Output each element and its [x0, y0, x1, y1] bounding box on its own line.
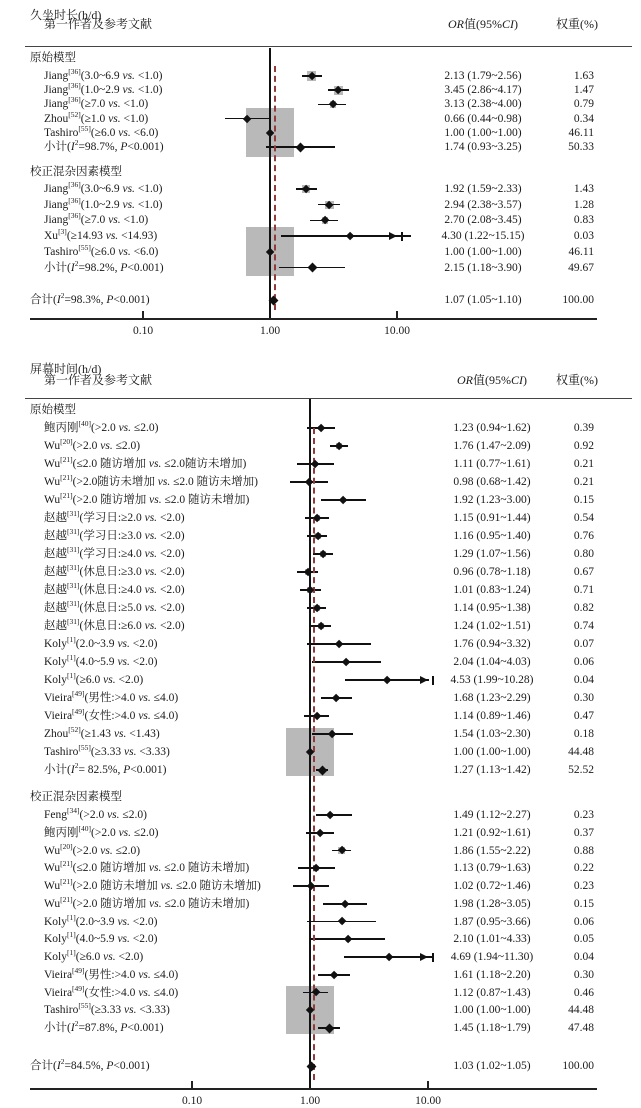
row-label: Feng[34](>2.0 vs. ≤2.0) — [44, 806, 147, 821]
row-label: Koly[1](4.0~5.9 vs. <2.0) — [44, 653, 158, 668]
weight-value: 49.67 — [568, 261, 594, 274]
effect-diamond — [338, 917, 347, 926]
row-label: Koly[1](2.0~3.9 vs. <2.0) — [44, 912, 158, 928]
or-value: 1.15 (0.91~1.44) — [453, 512, 531, 524]
weight-value: 0.22 — [573, 862, 594, 875]
or-value: 1.14 (0.95~1.38) — [453, 602, 531, 614]
row-label: Tashiro[55](≥3.33 vs. <3.33) — [44, 743, 170, 758]
weight-value: 46.11 — [568, 245, 594, 258]
weight-value: 1.47 — [573, 84, 594, 97]
or-value: 1.54 (1.03~2.30) — [453, 728, 531, 740]
x-axis-tick-label: 0.10 — [132, 325, 154, 337]
or-value: 1.49 (1.12~2.27) — [453, 809, 531, 821]
effect-diamond — [383, 676, 392, 685]
or-value: 2.94 (2.38~3.57) — [444, 198, 522, 211]
or-value: 4.30 (1.22~15.15) — [441, 230, 525, 243]
weight-col-header: 权重(%) — [556, 17, 598, 31]
or-value: 1.74 (0.93~3.25) — [444, 141, 522, 153]
x-axis-tick-label: 1.00 — [299, 1095, 321, 1107]
or-value: 2.15 (1.18~3.90) — [444, 261, 522, 274]
or-value: 3.13 (2.38~4.00) — [444, 98, 522, 111]
or-value: 1.92 (1.59~2.33) — [444, 183, 522, 195]
row-label: 赵越[31](学习日:≥4.0 vs. <2.0) — [44, 545, 185, 560]
or-value: 1.92 (1.23~3.00) — [453, 494, 531, 506]
row-label: Koly[1](≥6.0 vs. <2.0) — [44, 671, 144, 686]
or-col-header: OR值(95%CI) — [448, 17, 518, 31]
row-label: Jiang[36](≥7.0 vs. <1.0) — [44, 211, 149, 227]
row-label: 小计($I^2= 82.5\%$, P<0.001) — [44, 761, 167, 776]
x-axis-tick-label: 10.00 — [384, 325, 410, 337]
row-label: 赵越[31](休息日:≥3.0 vs. <2.0) — [44, 563, 185, 578]
weight-value: 0.21 — [573, 476, 594, 488]
weight-value: 0.39 — [573, 422, 594, 434]
weight-value: 100.00 — [562, 1060, 594, 1072]
row-label: Vieira[49](女性:>4.0 vs. ≤4.0) — [44, 983, 179, 999]
weight-value: 0.74 — [573, 620, 594, 632]
weight-value: 0.71 — [573, 584, 594, 596]
weight-value: 0.23 — [573, 880, 594, 892]
row-label: 赵越[31](休息日:≥5.0 vs. <2.0) — [44, 599, 185, 614]
weight-value: 1.63 — [573, 70, 594, 82]
overall-estimate-dashed-line — [313, 428, 315, 1080]
or-value: 1.76 (1.47~2.09) — [453, 440, 531, 452]
weight-value: 0.79 — [573, 98, 594, 111]
x-axis-tick-label: 10.00 — [415, 1095, 441, 1107]
row-label: Zhou[52](≥1.43 vs. <1.43) — [44, 725, 160, 740]
weight-value: 47.48 — [568, 1022, 594, 1034]
row-label: 赵越[31](学习日:≥2.0 vs. <2.0) — [44, 509, 185, 524]
or-value: 0.96 (0.78~1.18) — [453, 566, 531, 578]
weight-value: 46.11 — [568, 126, 594, 139]
weight-value: 0.06 — [573, 915, 594, 928]
weight-value: 0.37 — [573, 826, 594, 839]
or-value: 1.86 (1.55~2.22) — [453, 844, 531, 857]
row-label: Vieira[49](男性:>4.0 vs. ≤4.0) — [44, 689, 179, 704]
ci-clip-cap — [401, 232, 403, 241]
header-separator-line — [25, 398, 632, 399]
null-effect-line — [309, 399, 311, 1088]
row-label: Koly[1](4.0~5.9 vs. <2.0) — [44, 930, 158, 946]
weight-value: 44.48 — [568, 746, 594, 758]
or-value: 2.10 (1.01~4.33) — [453, 933, 531, 946]
ci-clip-cap — [432, 953, 434, 962]
or-value: 1.07 (1.05~1.10) — [444, 294, 522, 306]
or-value: 4.69 (1.94~11.30) — [450, 951, 534, 963]
row-label: 合计($I^2=98.3\%$, P<0.001) — [30, 291, 150, 306]
effect-diamond — [339, 496, 348, 505]
weight-value: 0.07 — [573, 638, 594, 650]
or-value: 1.21 (0.92~1.61) — [453, 826, 531, 839]
weight-value: 0.23 — [573, 809, 594, 821]
row-label: 赵越[31](学习日:≥3.0 vs. <2.0) — [44, 527, 185, 542]
weight-value: 50.33 — [568, 141, 594, 153]
or-value: 1.98 (1.28~3.05) — [453, 897, 531, 910]
weight-value: 100.00 — [562, 294, 594, 306]
weight-col-header: 权重(%) — [556, 373, 598, 387]
effect-diamond — [330, 970, 339, 979]
row-label: Jiang[36](≥7.0 vs. <1.0) — [44, 95, 149, 111]
row-label: Koly[1](≥6.0 vs. <2.0) — [44, 948, 144, 963]
weight-value: 0.34 — [573, 112, 594, 125]
row-label: Wu[21](>2.0 随访未增加 vs. ≤2.0 随访未增加) — [44, 877, 261, 892]
effect-diamond — [344, 935, 353, 944]
row-label: 鲍丙刚[40](>2.0 vs. ≤2.0) — [44, 823, 159, 839]
x-axis-tick — [427, 1081, 429, 1088]
weight-value: 0.76 — [573, 530, 594, 542]
weight-value: 0.47 — [573, 710, 594, 722]
or-value: 1.01 (0.83~1.24) — [453, 584, 531, 596]
row-label: 赵越[31](休息日:≥4.0 vs. <2.0) — [44, 581, 185, 596]
row-label: Jiang[36](1.0~2.9 vs. <1.0) — [44, 81, 163, 97]
section-label: 校正混杂因素模型 — [30, 166, 122, 178]
weight-value: 0.18 — [573, 728, 594, 740]
row-label: Zhou[52](≥1.0 vs. <1.0) — [44, 109, 149, 125]
row-label: Wu[21](>2.0随访未增加 vs. ≤2.0 随访未增加) — [44, 473, 258, 488]
effect-diamond — [326, 811, 335, 820]
or-value: 1.13 (0.79~1.63) — [453, 862, 531, 875]
or-value: 4.53 (1.99~10.28) — [450, 674, 534, 686]
weight-value: 0.46 — [573, 986, 594, 999]
or-value: 1.29 (1.07~1.56) — [453, 548, 531, 560]
weight-value: 0.83 — [573, 214, 594, 227]
or-value: 1.03 (1.02~1.05) — [453, 1060, 531, 1072]
weight-value: 0.82 — [573, 602, 594, 614]
or-value: 1.45 (1.18~1.79) — [453, 1022, 531, 1034]
weight-value: 1.43 — [573, 183, 594, 195]
row-label: Tashiro[55](≥3.33 vs. <3.33) — [44, 1001, 170, 1017]
effect-diamond — [342, 658, 351, 667]
or-value: 1.00 (1.00~1.00) — [444, 245, 522, 258]
section-label: 原始模型 — [30, 404, 76, 416]
row-label: Xu[3](≥14.93 vs. <14.93) — [44, 227, 158, 243]
row-label: Wu[21](≤2.0 随访增加 vs. ≤2.0随访未增加) — [44, 455, 247, 470]
weight-value: 0.15 — [573, 494, 594, 506]
row-label: 小计($I^2=98.7\%$, P<0.001) — [44, 138, 164, 153]
row-label: Koly[1](2.0~3.9 vs. <2.0) — [44, 635, 158, 650]
or-value: 1.27 (1.13~1.42) — [453, 764, 531, 776]
weight-value: 0.30 — [573, 968, 594, 981]
weight-value: 0.67 — [573, 566, 594, 578]
or-value: 1.23 (0.94~1.62) — [453, 422, 531, 434]
row-label: Jiang[36](3.0~6.9 vs. <1.0) — [44, 180, 163, 195]
row-label: 小计($I^2=87.8\%$, P<0.001) — [44, 1019, 164, 1034]
weight-value: 0.06 — [573, 656, 594, 668]
ci-arrowhead — [389, 232, 397, 240]
weight-value: 0.15 — [573, 897, 594, 910]
effect-diamond — [385, 953, 394, 962]
row-label: 鲍丙刚[40](>2.0 vs. ≤2.0) — [44, 419, 159, 434]
or-value: 1.00 (1.00~1.00) — [453, 746, 531, 758]
or-value: 1.00 (1.00~1.00) — [444, 126, 522, 139]
row-label: Vieira[49](女性:>4.0 vs. ≤4.0) — [44, 707, 179, 722]
x-axis-tick-label: 1.00 — [259, 325, 281, 337]
weight-value: 0.21 — [573, 458, 594, 470]
or-value: 1.68 (1.23~2.29) — [453, 692, 531, 704]
ci-arrowhead — [420, 953, 428, 961]
or-value: 1.00 (1.00~1.00) — [453, 1004, 531, 1017]
panel-title: 屏幕时间(h/d) — [30, 362, 102, 376]
effect-diamond — [332, 694, 341, 703]
or-value: 1.11 (0.77~1.61) — [453, 458, 531, 470]
or-value: 1.14 (0.89~1.46) — [453, 710, 531, 722]
section-label: 校正混杂因素模型 — [30, 791, 122, 803]
or-value: 1.61 (1.18~2.20) — [453, 968, 531, 981]
weight-value: 0.04 — [573, 951, 594, 963]
row-label: Wu[21](≤2.0 随访增加 vs. ≤2.0 随访未增加) — [44, 859, 250, 875]
weight-value: 0.92 — [573, 440, 594, 452]
ci-clip-cap — [432, 676, 434, 685]
weight-value: 0.30 — [573, 692, 594, 704]
or-value: 0.66 (0.44~0.98) — [444, 112, 522, 125]
x-axis-tick-label: 0.10 — [181, 1095, 203, 1107]
row-label: Tashiro[55](≥6.0 vs. <6.0) — [44, 123, 159, 139]
x-axis-line — [30, 1088, 597, 1090]
or-value: 1.02 (0.72~1.46) — [453, 880, 531, 892]
weight-value: 0.04 — [573, 674, 594, 686]
author-col-header: 第一作者及参考文献 — [44, 17, 153, 31]
or-value: 2.04 (1.04~4.03) — [453, 656, 531, 668]
weight-value: 52.52 — [568, 764, 594, 776]
row-label: Tashiro[55](≥6.0 vs. <6.0) — [44, 242, 159, 258]
row-label: Jiang[36](3.0~6.9 vs. <1.0) — [44, 67, 163, 82]
or-value: 1.16 (0.95~1.40) — [453, 530, 531, 542]
row-label: Jiang[36](1.0~2.9 vs. <1.0) — [44, 195, 163, 211]
panel-title: 久坐时长(h/d) — [30, 8, 102, 22]
x-axis-tick — [191, 1081, 193, 1088]
row-label: Wu[20](>2.0 vs. ≤2.0) — [44, 841, 141, 857]
null-effect-line — [269, 48, 271, 318]
row-label: 小计($I^2=98.2\%$, P<0.001) — [44, 258, 164, 274]
row-label: 合计($I^2=84.5\%$, P<0.001) — [30, 1057, 150, 1072]
weight-value: 0.54 — [573, 512, 594, 524]
weight-value: 0.05 — [573, 933, 594, 946]
weight-value: 0.03 — [573, 230, 594, 243]
row-label: Wu[21](>2.0 随访增加 vs. ≤2.0 随访未增加) — [44, 894, 250, 910]
author-col-header: 第一作者及参考文献 — [44, 373, 153, 387]
or-value: 2.70 (2.08~3.45) — [444, 214, 522, 227]
row-label: Wu[21](>2.0 随访增加 vs. ≤2.0 随访未增加) — [44, 491, 250, 506]
row-label: Vieira[49](男性:>4.0 vs. ≤4.0) — [44, 965, 179, 981]
section-label: 原始模型 — [30, 52, 76, 64]
weight-value: 1.28 — [573, 198, 594, 211]
or-value: 1.12 (0.87~1.43) — [453, 986, 531, 999]
or-value: 3.45 (2.86~4.17) — [444, 84, 522, 97]
ci-arrowhead — [420, 676, 428, 684]
or-value: 2.13 (1.79~2.56) — [444, 70, 522, 82]
or-value: 1.24 (1.02~1.51) — [453, 620, 531, 632]
weight-value: 0.88 — [573, 844, 594, 857]
row-label: 赵越[31](休息日:≥6.0 vs. <2.0) — [44, 617, 185, 632]
row-label: Wu[20](>2.0 vs. ≤2.0) — [44, 437, 141, 452]
or-value: 0.98 (0.68~1.42) — [453, 476, 531, 488]
or-value: 1.76 (0.94~3.32) — [453, 638, 531, 650]
or-value: 1.87 (0.95~3.66) — [453, 915, 531, 928]
or-col-header: OR值(95%CI) — [457, 373, 527, 387]
weight-value: 0.80 — [573, 548, 594, 560]
overall-estimate-dashed-line — [274, 66, 276, 310]
weight-value: 44.48 — [568, 1004, 594, 1017]
